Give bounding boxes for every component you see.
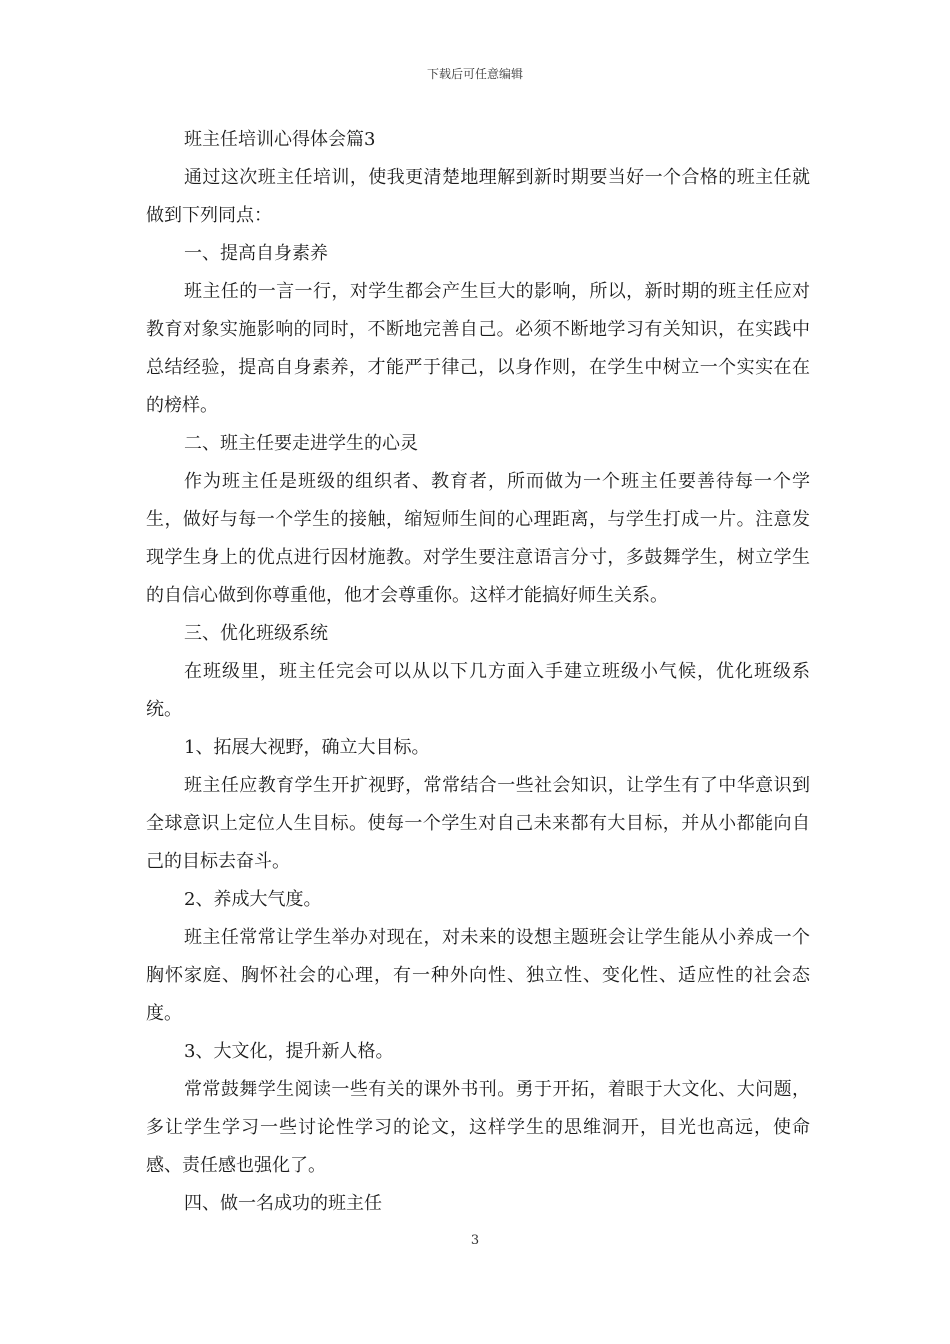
paragraph: 在班级里，班主任完会可以从以下几方面入手建立班级小气候，优化班级系统。 xyxy=(146,661,810,720)
page-header: 下载后可任意编辑 xyxy=(426,67,523,81)
paragraph: 班主任的一言一行，对学生都会产生巨大的影响，所以，新时期的班主任应对教育对象实施影响的同时，不断地完善自己。必须不断地学习有关知识，在实践中总结经验，提高自身素养，才能严于律己，以身作则，在学生中树立一个实实在在的榜样。 xyxy=(146,281,810,416)
section-heading: 二、班主任要走进学生的心灵 xyxy=(184,433,418,454)
subsection-heading: 3、大文化，提升新人格。 xyxy=(184,1041,394,1062)
section-heading: 四、做一名成功的班主任 xyxy=(184,1193,382,1214)
page-number: 3 xyxy=(470,1233,480,1248)
paragraph: 班主任应教育学生开扩视野，常常结合一些社会知识，让学生有了中华意识到全球意识上定位人生目标。使每一个学生对自己未来都有大目标，并从小都能向自己的目标去奋斗。 xyxy=(146,775,810,872)
document-body xyxy=(146,121,810,1223)
paragraph: 班主任常常让学生举办对现在，对未来的设想主题班会让学生能从小养成一个胸怀家庭、胸怀社会的心理，有一种外向性、独立性、变化性、适应性的社会态度。 xyxy=(146,927,810,1024)
paragraph: 作为班主任是班级的组织者、教育者，所而做为一个班主任要善待每一个学生，做好与每一个学生的接触，缩短师生间的心理距离，与学生打成一片。注意发现学生身上的优点进行因材施教。对学生要注意语言分寸，多鼓舞学生，树立学生的自信心做到你尊重他，他才会尊重你。这样才能搞好师生关系。 xyxy=(146,471,810,606)
document-title: 班主任培训心得体会篇3 xyxy=(184,129,376,150)
paragraph: 常常鼓舞学生阅读一些有关的课外书刊。勇于开拓，着眼于大文化、大问题，多让学生学习一些讨论性学习的论文，这样学生的思维洞开，目光也高远，使命感、责任感也强化了。 xyxy=(146,1079,810,1176)
paragraph: 通过这次班主任培训，使我更清楚地理解到新时期要当好一个合格的班主任就做到下列同点： xyxy=(146,167,810,226)
section-heading: 一、提高自身素养 xyxy=(184,243,328,264)
section-heading: 三、优化班级系统 xyxy=(184,623,328,644)
subsection-heading: 2、养成大气度。 xyxy=(184,889,322,910)
subsection-heading: 1、拓展大视野，确立大目标。 xyxy=(184,737,430,758)
